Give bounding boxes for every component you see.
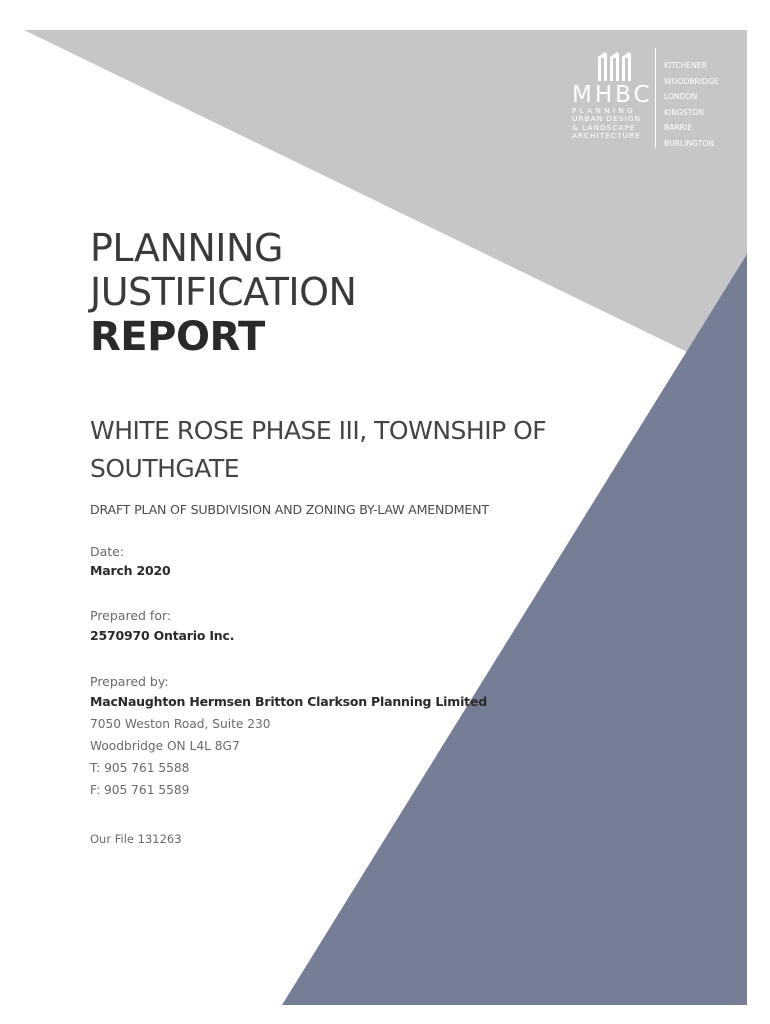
project-name <box>90 412 590 488</box>
date-value: March 2020 <box>90 563 171 578</box>
city-item: BURLINGTON <box>664 138 715 148</box>
city-item: KINGSTON <box>664 107 704 117</box>
address-line-2: Woodbridge ON L4L 8G7 <box>90 739 240 753</box>
title-line-justification: JUSTIFICATION <box>90 270 357 314</box>
title-line-planning: PLANNING <box>90 226 283 270</box>
mhbc-logo <box>572 52 658 141</box>
logo-tagline-1: PLANNING <box>572 106 636 115</box>
report-title <box>90 226 356 360</box>
prepared-by-label: Prepared by: <box>90 674 169 689</box>
city-item: KITCHENER <box>664 61 707 70</box>
phone-number: T: 905 761 5588 <box>90 761 190 775</box>
prepared-for-label: Prepared for: <box>90 608 172 623</box>
date-label: Date: <box>90 544 125 559</box>
cover-background-graphic <box>24 30 747 1005</box>
address-line-1: 7050 Weston Road, Suite 230 <box>90 717 271 731</box>
slate-blue-triangle <box>282 254 747 1005</box>
city-item: BARRIE <box>664 123 692 133</box>
logo-tagline-2: URBAN DESIGN <box>572 114 642 124</box>
logo-divider <box>655 48 656 148</box>
mhbc-building-columns-icon <box>594 52 634 82</box>
city-item: WOODBRIDGE <box>664 76 719 86</box>
prepared-for-value: 2570970 Ontario Inc. <box>90 628 235 643</box>
report-cover-page <box>24 30 747 1005</box>
logo-tagline-4: ARCHITECTURE <box>572 131 641 141</box>
report-subtitle: DRAFT PLAN OF SUBDIVISION AND ZONING BY-LAW AMENDMENT <box>90 502 489 517</box>
prepared-by-value: MacNaughton Hermsen Britton Clarkson Planning Limited <box>90 694 487 709</box>
project-name-line-2: SOUTHGATE <box>90 454 240 483</box>
logo-tagline-3: & LANDSCAPE <box>572 122 636 132</box>
fax-number: F: 905 761 5589 <box>90 783 190 797</box>
office-city-list <box>664 58 719 152</box>
city-item: LONDON <box>664 92 698 102</box>
file-number: Our File 131263 <box>90 832 182 846</box>
logo-wordmark: MHBC <box>572 82 653 108</box>
project-name-line-1: WHITE ROSE PHASE III, TOWNSHIP OF <box>90 416 547 445</box>
title-line-report: REPORT <box>90 314 265 360</box>
